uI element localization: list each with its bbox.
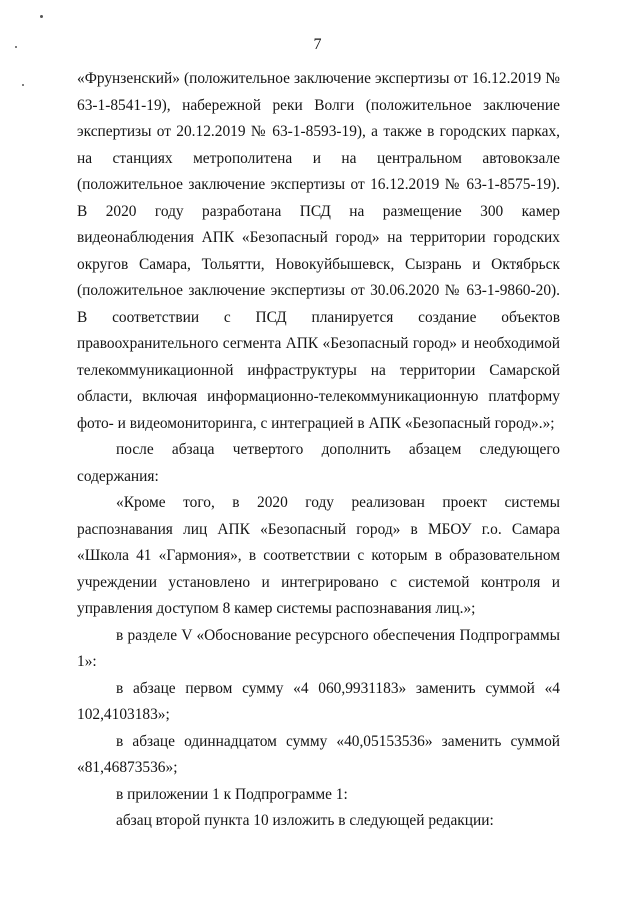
paragraph: после абзаца четвертого дополнить абзацем следующего содержания: xyxy=(77,441,560,485)
document-body xyxy=(77,66,560,835)
paragraph: в приложении 1 к Подпрограмме 1: xyxy=(116,785,348,803)
paragraph: в абзаце первом сумму «4 060,9931183» заменить суммой «4 102,4103183»; xyxy=(77,679,560,723)
scan-speck xyxy=(22,84,24,86)
paragraph: в разделе V «Обоснование ресурсного обеспечения Подпрограммы 1»: xyxy=(77,626,560,670)
paragraph: «Кроме того, в 2020 году реализован проект системы распознавания лиц АПК «Безопасный город» в МБОУ г.о. Самара «Школа 41 «Гармония», в соответствии с которым в образовательном учреждении установлено и интегрировано с системой контроля и управления доступом 8 камер системы распознавания лиц.»; xyxy=(77,494,560,617)
paragraph-continued: «Фрунзенский» (положительное заключение экспертизы от 16.12.2019 № 63-1-8541-19), набережной реки Волги (положительное заключение экспертизы от 20.12.2019 № 63-1-8593-19), а также в городских парках, на станциях метрополитена и на центральном автовокзале (положительное заключение экспертизы от 16.12.2019 № 63-1-8575-19). В 2020 году разработана ПСД на размещение 300 камер видеонаблюдения АПК «Безопасный город» на территории городских округов Самара, Тольятти, Новокуйбышевск, Сызрань и Октябрьск (положительное заключение экспертизы от 30.06.2020 № 63-1-9860-20). В соответствии с ПСД планируется создание объектов правоохранительного сегмента АПК «Безопасный город» и необходимой телекоммуникационной инфраструктуры на территории Самарской области, включая информационно-телекоммуникационную платформу фото- и видеомониторинга, с интеграцией в АПК «Безопасный город».»; xyxy=(77,70,560,432)
paragraph: абзац второй пункта 10 изложить в следующей редакции: xyxy=(116,812,494,829)
page-number: 7 xyxy=(313,36,322,53)
scan-speck xyxy=(40,15,43,18)
paragraph: в абзаце одиннадцатом сумму «40,05153536» заменить суммой «81,46873536»; xyxy=(77,732,560,776)
